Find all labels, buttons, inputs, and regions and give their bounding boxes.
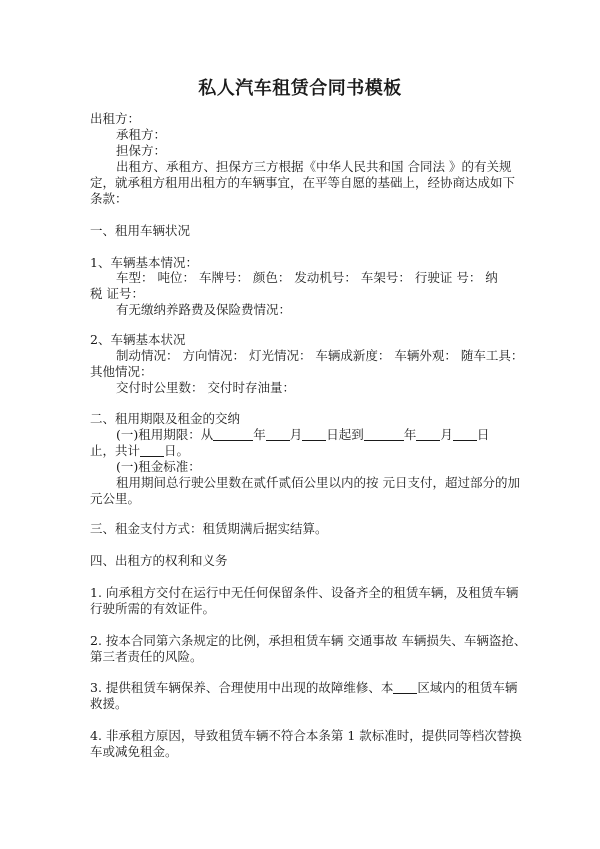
section-4-heading: 四、出租方的权利和义务 bbox=[90, 553, 228, 568]
lessor-duty-4-line-2: 车或减免租金。 bbox=[90, 744, 178, 759]
lessor-duty-3-line-1 bbox=[90, 680, 517, 696]
lessee-label: 承租方： bbox=[116, 127, 167, 142]
end-month-label: 月 bbox=[440, 427, 453, 442]
lessor-duty-3-line-2: 救援。 bbox=[90, 696, 128, 711]
region-blank bbox=[393, 681, 417, 694]
start-year-blank bbox=[213, 428, 253, 441]
lessor-label: 出租方： bbox=[90, 111, 141, 126]
rent-standard-line-2: 元公里。 bbox=[90, 491, 141, 506]
lessor-duty-4-line-1: 4. 非承租方原因，导致租赁车辆不符合本条第 1 款标准时，提供同等档次替换 bbox=[90, 728, 522, 743]
start-day-label: 日起到 bbox=[326, 427, 364, 442]
start-day-blank bbox=[302, 428, 326, 441]
lessor-duty-2-line-2: 第三者责任的风险。 bbox=[90, 649, 203, 664]
rent-standard-line-1: 租用期间总行驶公里数在贰仟贰佰公里以内的按 元日支付，超过部分的加 bbox=[116, 475, 520, 490]
vehicle-status-title: 2、车辆基本状况 bbox=[90, 332, 186, 347]
guarantor-label: 担保方： bbox=[116, 143, 167, 158]
lessor-duty-3-prefix: 3. 提供租赁车辆保养、合理使用中出现的故障维修、本 bbox=[90, 680, 394, 695]
vehicle-basic-line-2: 税 证号： bbox=[90, 286, 144, 301]
end-day-label: 日 bbox=[476, 427, 490, 442]
rental-total-suffix: 日。 bbox=[164, 443, 190, 458]
lessor-duty-3-suffix: 区域内的租赁车辆 bbox=[417, 680, 518, 695]
vehicle-basic-title: 1、车辆基本情况： bbox=[90, 255, 198, 270]
start-month-label: 月 bbox=[289, 427, 303, 442]
start-month-blank bbox=[266, 428, 290, 441]
end-month-blank bbox=[416, 428, 440, 441]
end-year-label: 年 bbox=[403, 427, 417, 442]
section-1-heading: 一、租用车辆状况 bbox=[90, 223, 191, 238]
rent-standard-title: (一)租金标准： bbox=[116, 459, 201, 474]
intro-line-2: 定，就承租方租用出租方的车辆事宜，在平等自愿的基础上，经协商达成如下 bbox=[90, 175, 516, 190]
vehicle-basic-line-1: 车型： 吨位： 车牌号： 颜色： 发动机号： 车架号： 行驶证 号： 纳 bbox=[116, 270, 498, 285]
section-3-text: 三、租金支付方式：租赁期满后据实结算。 bbox=[90, 521, 328, 536]
end-day-blank bbox=[453, 428, 477, 441]
rental-total-prefix: 止，共计 bbox=[90, 443, 141, 458]
lessor-duty-1-line-1: 1. 向承租方交付在运行中无任何保留条件、设备齐全的租赁车辆，及租赁车辆 bbox=[90, 585, 519, 600]
vehicle-status-line-3: 交付时公里数： 交付时存油量： bbox=[116, 380, 295, 395]
intro-line-1: 出租方、承租方、担保方三方根据《中华人民共和国 合同法 》的有关规 bbox=[116, 159, 512, 174]
section-2-heading: 二、租用期限及租金的交纳 bbox=[90, 411, 241, 426]
rental-period-line bbox=[116, 427, 489, 443]
lessor-duty-1-line-2: 行驶所需的有效证件。 bbox=[90, 601, 216, 616]
vehicle-basic-line-3: 有无缴纳养路费及保险费情况： bbox=[116, 302, 292, 317]
total-days-blank bbox=[140, 444, 164, 457]
rental-total-line bbox=[90, 443, 189, 459]
rental-period-prefix: (一)租用期限：从 bbox=[116, 427, 214, 442]
end-year-blank bbox=[364, 428, 404, 441]
intro-line-3: 条款： bbox=[90, 191, 128, 206]
vehicle-status-line-2: 其他情况： bbox=[90, 364, 153, 379]
start-year-label: 年 bbox=[253, 427, 266, 442]
vehicle-status-line-1: 制动情况： 方向情况： 灯光情况： 车辆成新度： 车辆外观： 随车工具： bbox=[116, 348, 524, 363]
lessor-duty-2-line-1: 2. 按本合同第六条规定的比例，承担租赁车辆 交通事故 车辆损失、车辆盗抢、 bbox=[90, 633, 527, 648]
document-title: 私人汽车租赁合同书模板 bbox=[198, 78, 402, 99]
